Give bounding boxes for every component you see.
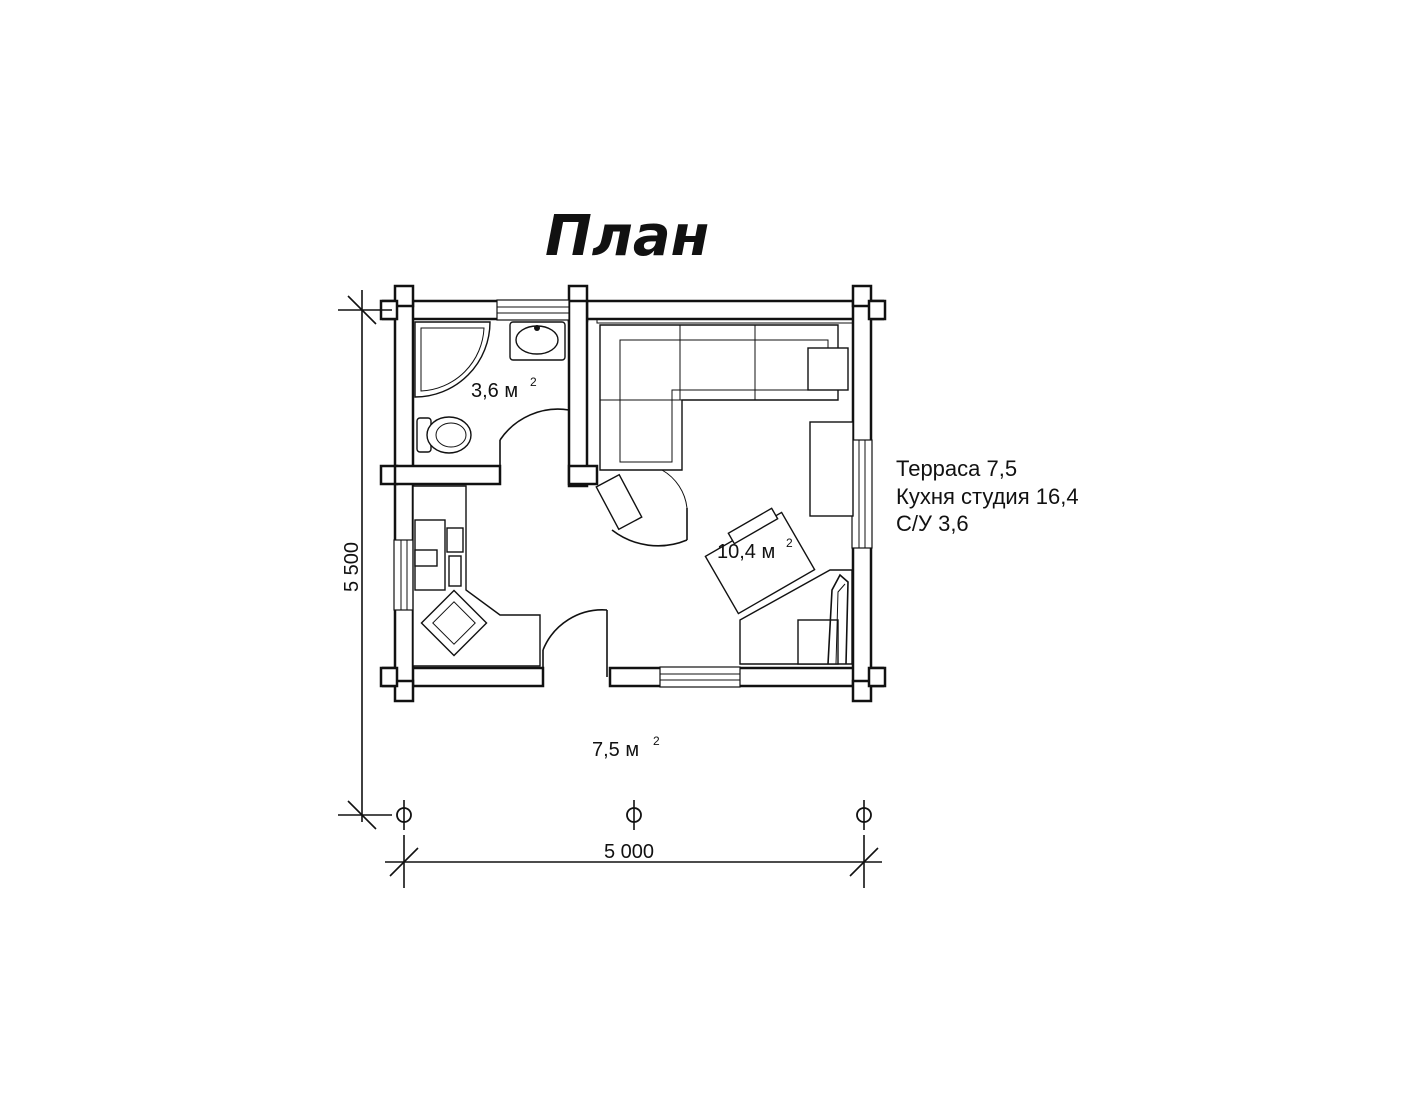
studio-area-label: 10,4 м xyxy=(717,541,776,563)
bathroom-area-label: 3,6 м xyxy=(471,380,519,402)
area-unit-sup: 2 xyxy=(530,375,537,389)
width-dimension-label: 5 000 xyxy=(604,841,655,863)
legend-terrace: Терраса 7,5 xyxy=(896,456,1018,481)
kitchen-fixtures xyxy=(413,486,540,666)
plan-title: План xyxy=(545,204,710,269)
area-unit-sup: 2 xyxy=(653,734,660,748)
dimension-depth xyxy=(338,290,392,829)
area-unit-sup: 2 xyxy=(786,536,793,550)
axis-markers xyxy=(397,800,871,830)
legend-studio-kitchen: Кухня студия 16,4 xyxy=(896,484,1079,509)
legend-bathroom: С/У 3,6 xyxy=(896,511,969,536)
terrace-area-label: 7,5 м xyxy=(592,739,640,761)
dimension-width xyxy=(385,835,882,888)
studio-furniture xyxy=(596,325,853,664)
room-label-terrace xyxy=(592,734,660,761)
room-label-bathroom xyxy=(471,375,537,402)
area-legend xyxy=(896,456,1079,536)
depth-dimension-label: 5 500 xyxy=(341,541,363,592)
